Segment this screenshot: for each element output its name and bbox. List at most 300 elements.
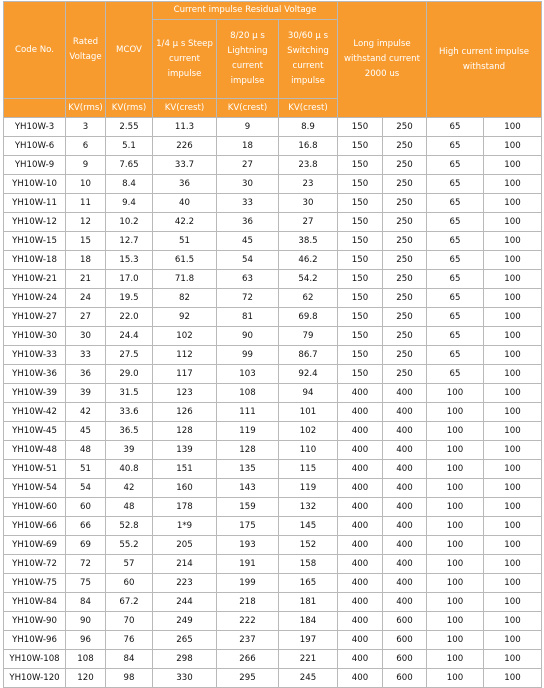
- cell-long-impulse-2: 250: [383, 289, 427, 308]
- table-row: [4, 384, 542, 403]
- cell-lightning: 81: [217, 308, 279, 327]
- cell-high-current-2: 100: [484, 289, 542, 308]
- cell-high-current-1: 100: [427, 403, 484, 422]
- table-row: [4, 365, 542, 384]
- table-row: [4, 441, 542, 460]
- header-lightning-impulse: 8/20 μ s Lightning current impulse: [217, 20, 279, 99]
- table-row: [4, 213, 542, 232]
- table-row: [4, 555, 542, 574]
- cell-code: YH10W-9: [4, 156, 66, 175]
- cell-lightning: 193: [217, 536, 279, 555]
- cell-high-current-2: 100: [484, 536, 542, 555]
- cell-high-current-2: 100: [484, 308, 542, 327]
- cell-steep: 128: [153, 422, 217, 441]
- cell-code: YH10W-45: [4, 422, 66, 441]
- cell-rated-voltage: 3: [66, 118, 106, 137]
- cell-switching: 46.2: [279, 251, 338, 270]
- cell-lightning: 266: [217, 650, 279, 669]
- cell-rated-voltage: 33: [66, 346, 106, 365]
- cell-mcov: 36.5: [106, 422, 153, 441]
- cell-rated-voltage: 30: [66, 327, 106, 346]
- cell-code: YH10W-48: [4, 441, 66, 460]
- cell-long-impulse-1: 400: [338, 669, 383, 688]
- table-body: [4, 118, 542, 688]
- cell-long-impulse-2: 400: [383, 479, 427, 498]
- cell-long-impulse-2: 400: [383, 384, 427, 403]
- cell-high-current-2: 100: [484, 270, 542, 289]
- cell-rated-voltage: 10: [66, 175, 106, 194]
- cell-high-current-2: 100: [484, 612, 542, 631]
- cell-mcov: 9.4: [106, 194, 153, 213]
- cell-high-current-1: 100: [427, 574, 484, 593]
- cell-long-impulse-1: 400: [338, 612, 383, 631]
- cell-long-impulse-2: 600: [383, 612, 427, 631]
- cell-high-current-1: 100: [427, 650, 484, 669]
- cell-long-impulse-1: 150: [338, 365, 383, 384]
- cell-high-current-2: 100: [484, 498, 542, 517]
- cell-long-impulse-1: 400: [338, 460, 383, 479]
- header-high-current: High current impulse withstand: [427, 2, 542, 118]
- cell-high-current-1: 100: [427, 536, 484, 555]
- cell-high-current-2: 100: [484, 441, 542, 460]
- cell-long-impulse-1: 150: [338, 194, 383, 213]
- cell-rated-voltage: 90: [66, 612, 106, 631]
- cell-long-impulse-2: 600: [383, 650, 427, 669]
- cell-long-impulse-1: 150: [338, 137, 383, 156]
- cell-high-current-1: 65: [427, 175, 484, 194]
- cell-high-current-1: 65: [427, 232, 484, 251]
- cell-steep: 51: [153, 232, 217, 251]
- cell-long-impulse-2: 600: [383, 631, 427, 650]
- cell-high-current-1: 100: [427, 498, 484, 517]
- unit-steep: KV(crest): [153, 99, 217, 118]
- cell-steep: 226: [153, 137, 217, 156]
- cell-lightning: 175: [217, 517, 279, 536]
- cell-high-current-2: 100: [484, 669, 542, 688]
- table-row: [4, 460, 542, 479]
- unit-switching: KV(crest): [279, 99, 338, 118]
- cell-mcov: 31.5: [106, 384, 153, 403]
- cell-mcov: 52.8: [106, 517, 153, 536]
- cell-long-impulse-1: 150: [338, 308, 383, 327]
- cell-long-impulse-2: 400: [383, 593, 427, 612]
- table-row: [4, 289, 542, 308]
- table-row: [4, 536, 542, 555]
- cell-high-current-1: 100: [427, 669, 484, 688]
- cell-steep: 265: [153, 631, 217, 650]
- cell-rated-voltage: 69: [66, 536, 106, 555]
- cell-lightning: 119: [217, 422, 279, 441]
- cell-rated-voltage: 9: [66, 156, 106, 175]
- cell-switching: 115: [279, 460, 338, 479]
- cell-steep: 82: [153, 289, 217, 308]
- cell-steep: 223: [153, 574, 217, 593]
- cell-mcov: 76: [106, 631, 153, 650]
- cell-long-impulse-2: 400: [383, 460, 427, 479]
- cell-lightning: 18: [217, 137, 279, 156]
- cell-steep: 123: [153, 384, 217, 403]
- cell-mcov: 70: [106, 612, 153, 631]
- cell-lightning: 103: [217, 365, 279, 384]
- unit-rated-voltage: KV(rms): [66, 99, 106, 118]
- cell-long-impulse-1: 400: [338, 422, 383, 441]
- cell-rated-voltage: 72: [66, 555, 106, 574]
- cell-switching: 94: [279, 384, 338, 403]
- cell-mcov: 2.55: [106, 118, 153, 137]
- cell-mcov: 67.2: [106, 593, 153, 612]
- table-row: [4, 346, 542, 365]
- cell-code: YH10W-21: [4, 270, 66, 289]
- cell-rated-voltage: 45: [66, 422, 106, 441]
- cell-lightning: 90: [217, 327, 279, 346]
- cell-long-impulse-1: 400: [338, 536, 383, 555]
- cell-code: YH10W-42: [4, 403, 66, 422]
- table-row: [4, 403, 542, 422]
- cell-high-current-2: 100: [484, 403, 542, 422]
- cell-code: YH10W-60: [4, 498, 66, 517]
- cell-high-current-1: 100: [427, 631, 484, 650]
- cell-long-impulse-2: 400: [383, 574, 427, 593]
- cell-mcov: 19.5: [106, 289, 153, 308]
- cell-long-impulse-2: 400: [383, 517, 427, 536]
- cell-long-impulse-2: 400: [383, 403, 427, 422]
- cell-long-impulse-2: 250: [383, 327, 427, 346]
- table-row: [4, 631, 542, 650]
- header-switching-impulse: 30/60 μ s Switching current impulse: [279, 20, 338, 99]
- cell-high-current-2: 100: [484, 460, 542, 479]
- cell-switching: 69.8: [279, 308, 338, 327]
- cell-long-impulse-2: 400: [383, 422, 427, 441]
- cell-long-impulse-1: 400: [338, 593, 383, 612]
- cell-rated-voltage: 6: [66, 137, 106, 156]
- cell-rated-voltage: 108: [66, 650, 106, 669]
- cell-steep: 214: [153, 555, 217, 574]
- table-row: [4, 308, 542, 327]
- cell-steep: 11.3: [153, 118, 217, 137]
- cell-lightning: 237: [217, 631, 279, 650]
- table-row: [4, 612, 542, 631]
- cell-mcov: 27.5: [106, 346, 153, 365]
- cell-high-current-2: 100: [484, 517, 542, 536]
- cell-high-current-1: 65: [427, 365, 484, 384]
- cell-switching: 27: [279, 213, 338, 232]
- table-row: [4, 498, 542, 517]
- header-residual-voltage-group: Current impulse Residual Voltage: [153, 2, 338, 20]
- cell-rated-voltage: 66: [66, 517, 106, 536]
- cell-switching: 38.5: [279, 232, 338, 251]
- cell-steep: 117: [153, 365, 217, 384]
- table-row: [4, 232, 542, 251]
- cell-switching: 197: [279, 631, 338, 650]
- header-code-no: Code No.: [4, 2, 66, 99]
- cell-code: YH10W-75: [4, 574, 66, 593]
- cell-long-impulse-2: 250: [383, 194, 427, 213]
- cell-mcov: 29.0: [106, 365, 153, 384]
- table-row: [4, 194, 542, 213]
- cell-switching: 158: [279, 555, 338, 574]
- cell-long-impulse-1: 400: [338, 650, 383, 669]
- cell-steep: 330: [153, 669, 217, 688]
- unit-lightning: KV(crest): [217, 99, 279, 118]
- cell-high-current-1: 100: [427, 593, 484, 612]
- cell-long-impulse-2: 250: [383, 232, 427, 251]
- cell-code: YH10W-90: [4, 612, 66, 631]
- cell-high-current-1: 65: [427, 327, 484, 346]
- cell-long-impulse-2: 250: [383, 156, 427, 175]
- cell-long-impulse-2: 400: [383, 555, 427, 574]
- cell-steep: 102: [153, 327, 217, 346]
- table-row: [4, 137, 542, 156]
- cell-high-current-2: 100: [484, 251, 542, 270]
- cell-rated-voltage: 120: [66, 669, 106, 688]
- table-row: [4, 650, 542, 669]
- cell-mcov: 22.0: [106, 308, 153, 327]
- cell-mcov: 10.2: [106, 213, 153, 232]
- cell-high-current-2: 100: [484, 327, 542, 346]
- cell-switching: 152: [279, 536, 338, 555]
- cell-lightning: 99: [217, 346, 279, 365]
- cell-switching: 119: [279, 479, 338, 498]
- cell-steep: 92: [153, 308, 217, 327]
- cell-mcov: 24.4: [106, 327, 153, 346]
- cell-steep: 205: [153, 536, 217, 555]
- cell-long-impulse-1: 150: [338, 232, 383, 251]
- cell-switching: 184: [279, 612, 338, 631]
- header-rated-voltage: Rated Voltage: [66, 2, 106, 99]
- cell-code: YH10W-108: [4, 650, 66, 669]
- cell-long-impulse-2: 250: [383, 346, 427, 365]
- cell-steep: 1*9: [153, 517, 217, 536]
- cell-long-impulse-1: 150: [338, 251, 383, 270]
- cell-mcov: 12.7: [106, 232, 153, 251]
- cell-high-current-1: 65: [427, 137, 484, 156]
- table-row: [4, 574, 542, 593]
- arrester-spec-table: [3, 1, 542, 688]
- cell-high-current-2: 100: [484, 574, 542, 593]
- table-row: [4, 118, 542, 137]
- cell-lightning: 45: [217, 232, 279, 251]
- cell-code: YH10W-33: [4, 346, 66, 365]
- cell-code: YH10W-11: [4, 194, 66, 213]
- cell-long-impulse-1: 150: [338, 289, 383, 308]
- cell-mcov: 42: [106, 479, 153, 498]
- cell-long-impulse-2: 250: [383, 308, 427, 327]
- cell-high-current-1: 100: [427, 479, 484, 498]
- cell-rated-voltage: 27: [66, 308, 106, 327]
- cell-switching: 101: [279, 403, 338, 422]
- cell-rated-voltage: 96: [66, 631, 106, 650]
- cell-lightning: 128: [217, 441, 279, 460]
- cell-mcov: 48: [106, 498, 153, 517]
- header-mcov: MCOV: [106, 2, 153, 99]
- cell-high-current-2: 100: [484, 118, 542, 137]
- cell-lightning: 63: [217, 270, 279, 289]
- cell-rated-voltage: 51: [66, 460, 106, 479]
- cell-code: YH10W-24: [4, 289, 66, 308]
- cell-steep: 33.7: [153, 156, 217, 175]
- cell-long-impulse-2: 400: [383, 536, 427, 555]
- cell-high-current-2: 100: [484, 555, 542, 574]
- cell-mcov: 98: [106, 669, 153, 688]
- cell-switching: 110: [279, 441, 338, 460]
- cell-long-impulse-2: 250: [383, 270, 427, 289]
- cell-rated-voltage: 75: [66, 574, 106, 593]
- cell-code: YH10W-96: [4, 631, 66, 650]
- cell-high-current-2: 100: [484, 593, 542, 612]
- cell-high-current-2: 100: [484, 365, 542, 384]
- cell-lightning: 111: [217, 403, 279, 422]
- cell-high-current-1: 100: [427, 384, 484, 403]
- cell-long-impulse-1: 150: [338, 327, 383, 346]
- cell-lightning: 108: [217, 384, 279, 403]
- cell-switching: 30: [279, 194, 338, 213]
- cell-long-impulse-2: 600: [383, 669, 427, 688]
- cell-high-current-1: 100: [427, 422, 484, 441]
- cell-switching: 16.8: [279, 137, 338, 156]
- cell-mcov: 39: [106, 441, 153, 460]
- cell-long-impulse-1: 150: [338, 270, 383, 289]
- cell-switching: 23: [279, 175, 338, 194]
- cell-code: YH10W-27: [4, 308, 66, 327]
- table-row: [4, 270, 542, 289]
- cell-rated-voltage: 24: [66, 289, 106, 308]
- cell-rated-voltage: 12: [66, 213, 106, 232]
- table-row: [4, 517, 542, 536]
- cell-long-impulse-1: 400: [338, 441, 383, 460]
- cell-long-impulse-1: 150: [338, 213, 383, 232]
- cell-high-current-2: 100: [484, 346, 542, 365]
- cell-steep: 244: [153, 593, 217, 612]
- cell-lightning: 27: [217, 156, 279, 175]
- cell-lightning: 218: [217, 593, 279, 612]
- cell-switching: 221: [279, 650, 338, 669]
- cell-switching: 181: [279, 593, 338, 612]
- cell-rated-voltage: 15: [66, 232, 106, 251]
- cell-high-current-1: 65: [427, 251, 484, 270]
- cell-high-current-2: 100: [484, 384, 542, 403]
- unit-code-blank: [4, 99, 66, 118]
- cell-rated-voltage: 36: [66, 365, 106, 384]
- cell-switching: 8.9: [279, 118, 338, 137]
- cell-high-current-2: 100: [484, 422, 542, 441]
- cell-steep: 42.2: [153, 213, 217, 232]
- table-row: [4, 327, 542, 346]
- cell-high-current-1: 65: [427, 270, 484, 289]
- cell-high-current-1: 65: [427, 289, 484, 308]
- cell-high-current-1: 100: [427, 517, 484, 536]
- cell-code: YH10W-36: [4, 365, 66, 384]
- cell-rated-voltage: 11: [66, 194, 106, 213]
- cell-steep: 61.5: [153, 251, 217, 270]
- cell-mcov: 84: [106, 650, 153, 669]
- cell-long-impulse-1: 400: [338, 574, 383, 593]
- cell-mcov: 15.3: [106, 251, 153, 270]
- cell-mcov: 60: [106, 574, 153, 593]
- cell-high-current-2: 100: [484, 213, 542, 232]
- cell-long-impulse-2: 250: [383, 251, 427, 270]
- cell-long-impulse-2: 250: [383, 137, 427, 156]
- cell-mcov: 8.4: [106, 175, 153, 194]
- cell-code: YH10W-72: [4, 555, 66, 574]
- unit-mcov: KV(rms): [106, 99, 153, 118]
- cell-code: YH10W-3: [4, 118, 66, 137]
- cell-rated-voltage: 84: [66, 593, 106, 612]
- cell-high-current-1: 100: [427, 555, 484, 574]
- cell-high-current-2: 100: [484, 232, 542, 251]
- cell-long-impulse-1: 400: [338, 479, 383, 498]
- cell-lightning: 199: [217, 574, 279, 593]
- cell-mcov: 7.65: [106, 156, 153, 175]
- table-row: [4, 251, 542, 270]
- cell-lightning: 222: [217, 612, 279, 631]
- cell-steep: 139: [153, 441, 217, 460]
- table-row: [4, 175, 542, 194]
- cell-lightning: 143: [217, 479, 279, 498]
- cell-steep: 126: [153, 403, 217, 422]
- cell-rated-voltage: 18: [66, 251, 106, 270]
- cell-long-impulse-1: 400: [338, 403, 383, 422]
- header-long-impulse: Long impulse withstand current 2000 us: [338, 2, 427, 118]
- table-row: [4, 156, 542, 175]
- cell-code: YH10W-30: [4, 327, 66, 346]
- cell-rated-voltage: 54: [66, 479, 106, 498]
- table-row: [4, 422, 542, 441]
- cell-code: YH10W-54: [4, 479, 66, 498]
- cell-high-current-1: 65: [427, 213, 484, 232]
- cell-lightning: 54: [217, 251, 279, 270]
- cell-code: YH10W-6: [4, 137, 66, 156]
- cell-code: YH10W-18: [4, 251, 66, 270]
- cell-switching: 165: [279, 574, 338, 593]
- cell-code: YH10W-66: [4, 517, 66, 536]
- cell-steep: 71.8: [153, 270, 217, 289]
- cell-code: YH10W-120: [4, 669, 66, 688]
- cell-switching: 102: [279, 422, 338, 441]
- cell-high-current-1: 65: [427, 194, 484, 213]
- table-header: [4, 2, 542, 118]
- cell-high-current-2: 100: [484, 175, 542, 194]
- cell-lightning: 9: [217, 118, 279, 137]
- cell-rated-voltage: 42: [66, 403, 106, 422]
- cell-high-current-2: 100: [484, 137, 542, 156]
- cell-code: YH10W-39: [4, 384, 66, 403]
- cell-lightning: 295: [217, 669, 279, 688]
- cell-code: YH10W-84: [4, 593, 66, 612]
- cell-mcov: 55.2: [106, 536, 153, 555]
- cell-high-current-1: 100: [427, 441, 484, 460]
- cell-code: YH10W-10: [4, 175, 66, 194]
- cell-long-impulse-1: 150: [338, 118, 383, 137]
- cell-high-current-2: 100: [484, 650, 542, 669]
- table-row: [4, 593, 542, 612]
- cell-high-current-1: 65: [427, 308, 484, 327]
- cell-mcov: 57: [106, 555, 153, 574]
- cell-high-current-2: 100: [484, 156, 542, 175]
- cell-switching: 79: [279, 327, 338, 346]
- cell-code: YH10W-12: [4, 213, 66, 232]
- cell-high-current-2: 100: [484, 194, 542, 213]
- cell-steep: 36: [153, 175, 217, 194]
- cell-long-impulse-2: 400: [383, 498, 427, 517]
- cell-steep: 151: [153, 460, 217, 479]
- cell-steep: 160: [153, 479, 217, 498]
- cell-lightning: 191: [217, 555, 279, 574]
- cell-high-current-1: 65: [427, 156, 484, 175]
- cell-switching: 62: [279, 289, 338, 308]
- cell-lightning: 30: [217, 175, 279, 194]
- cell-long-impulse-1: 400: [338, 555, 383, 574]
- cell-high-current-1: 100: [427, 460, 484, 479]
